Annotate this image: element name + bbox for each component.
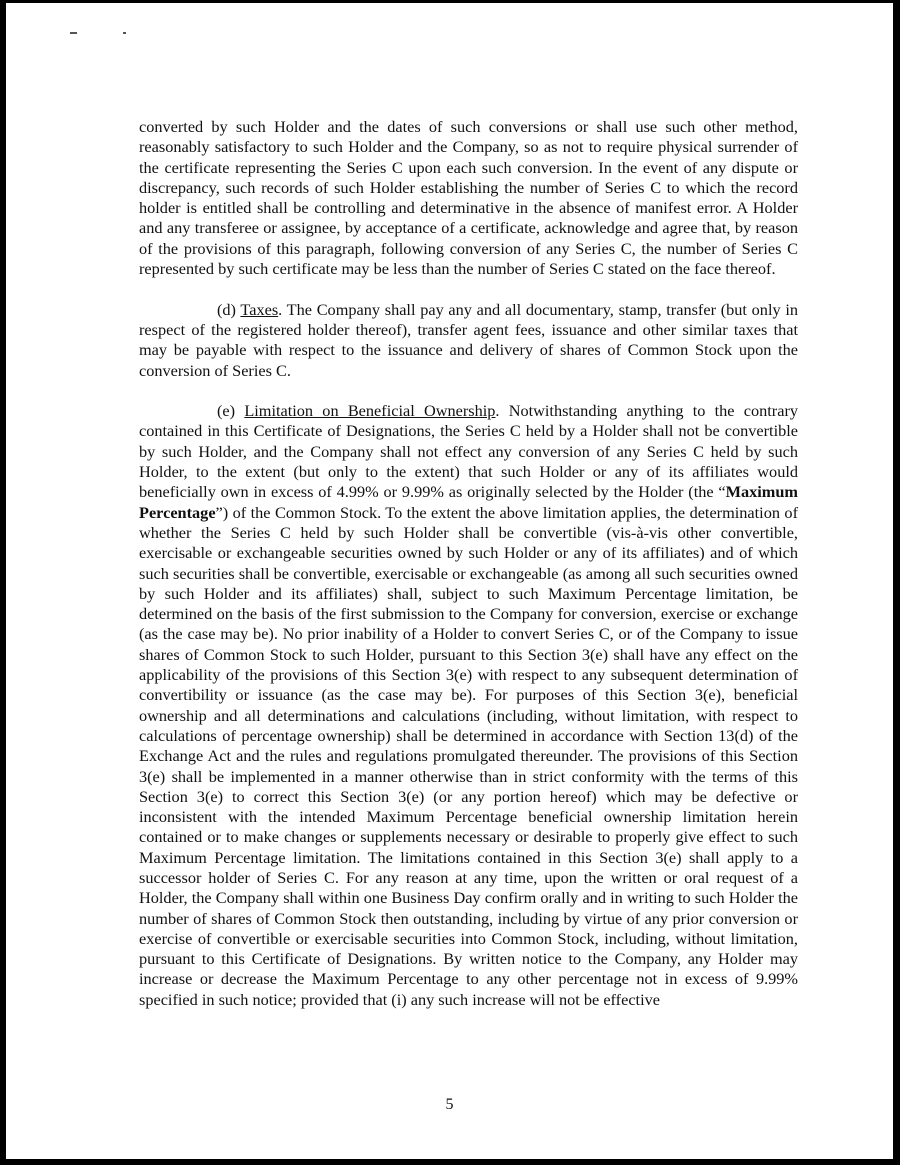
section-d-heading: Taxes	[240, 299, 279, 319]
section-e-label: (e)	[217, 401, 236, 421]
section-e-text-part-2: ”) of the Common Stock. To the extent the above limitation applies, the determination of whether the Series C held by such Holder shall be convertible (vis-à-vis other convertible, exercisable or exchangeable securities owned by such Holder or any of its affiliates) and of which such securities shall be convertible, exercisable or exchangeable (as among all such securities owned by such Holder and its affiliates) shall, subject to such Maximum Percentage limitation, be determined on the basis of the first submission to the Company for conversion, exercise or exchange (as the case may be). No prior inability of a Holder to convert Series C, or of the Company to issue shares of Common Stock to such Holder, pursuant to this Section 3(e) shall have any effect on the applicability of the provisions of this Section 3(e) with respect to any subsequent determination of convertibility or issuance (as the case may be). For purposes of this Section 3(e), beneficial ownership and all determinations and calculations (including, without limitation, with respect to calculations of percentage ownership) shall be determined in accordance with Section 13(d) of the Exchange Act and the rules and regulations promulgated thereunder. The provisions of this Section 3(e) shall be implemented in a manner otherwise than in strict conformity with the terms of this Section 3(e) to correct this Section 3(e) (or any portion hereof) which may be defective or inconsistent with the intended Maximum Percentage beneficial ownership limitation herein contained or to make changes or supplements necessary or desirable to properly give effect to such Maximum Percentage limitation. The limitations contained in this Section 3(e) shall apply to a successor holder of Series C. For any reason at any time, upon the written or oral request of a Holder, the Company shall within one Business Day confirm orally and in writing to such Holder the number of shares of Common Stock then outstanding, including by virtue of any prior conversion or exercise of convertible or exercisable securities into Common Stock, including, without limitation, pursuant to this Certificate of Designations. By written notice to the Company, any Holder may increase or decrease the Maximum Percentage to any other percentage not in excess of 9.99% specified in such notice; provided that (i) any such increase will not be effective	[139, 502, 798, 1009]
defined-term-maximum-percentage: Maximum Percentage	[139, 482, 798, 522]
section-e-limitation	[139, 401, 798, 1010]
section-e-text-part-1: . Notwithstanding anything to the contrary contained in this Certificate of Designations, the Series C held by a Holder shall not be convertible by such Holder, and the Company shall not effect any conversion of any Series C held by such Holder, to the extent (but only to the extent) that such Holder or any of its affiliates would beneficially own in excess of 4.99% or 9.99% as originally selected by the Holder (the “	[139, 401, 799, 502]
section-d-text: . The Company shall pay any and all documentary, stamp, transfer (but only in respect of the registered holder thereof), transfer agent fees, issuance and other similar taxes that may be payable with respect to the issuance and delivery of shares of Common Stock upon the conversion of Series C.	[139, 299, 798, 380]
document-body	[139, 117, 798, 1030]
page-number: 5	[445, 1096, 454, 1113]
scan-artifact	[123, 32, 126, 34]
section-e-heading: Limitation on Beneficial Ownership	[244, 401, 496, 421]
scan-artifact	[70, 32, 77, 34]
document-page	[6, 3, 893, 1159]
section-d-label: (d)	[217, 299, 236, 319]
section-d-taxes	[139, 300, 798, 381]
paragraph-continuation: converted by such Holder and the dates of such conversions or shall use such other method, reasonably satisfactory to such Holder and the Company, so as not to require physical surrender of the certificate representing the Series C upon each such conversion. In the event of any dispute or discrepancy, such records of such Holder establishing the number of Series C to which the record holder is entitled shall be controlling and determinative in the absence of manifest error. A Holder and any transferee or assignee, by acceptance of a certificate, acknowledge and agree that, by reason of the provisions of this paragraph, following conversion of any Series C, the number of Series C represented by such certificate may be less than the number of Series C stated on the face thereof.	[139, 117, 798, 279]
